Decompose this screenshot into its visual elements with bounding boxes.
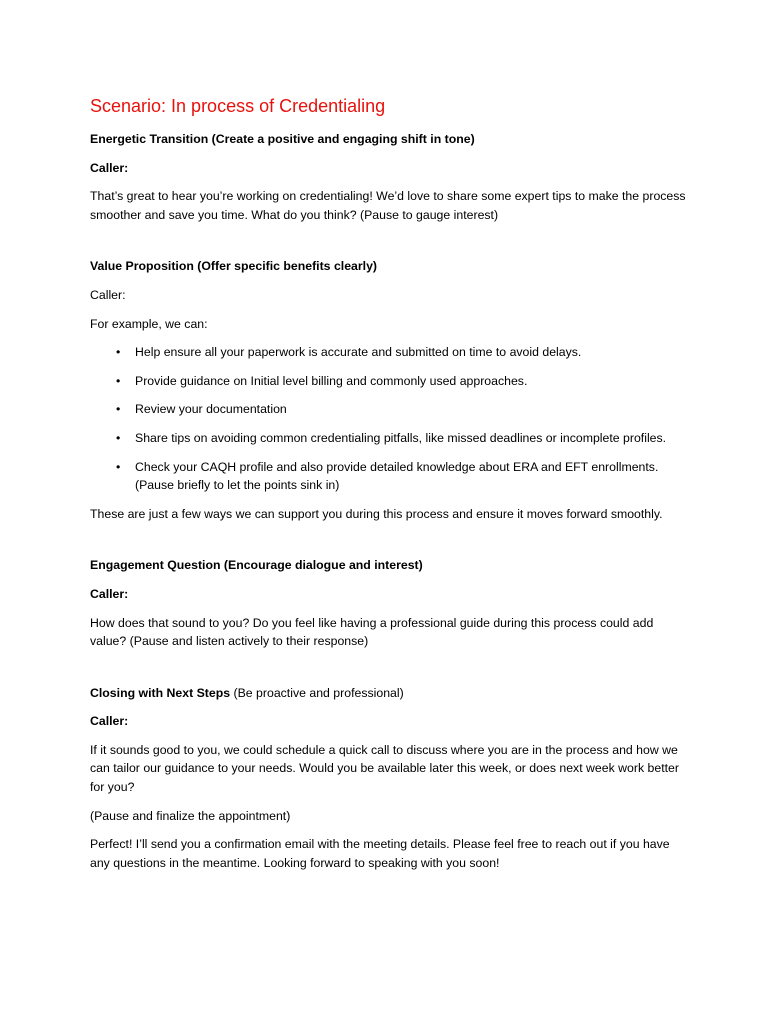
document-page (90, 94, 690, 872)
transition-caller-label: Caller: (90, 160, 129, 175)
bullet-icon: • (116, 430, 121, 445)
value-caller-label: Caller: (90, 287, 126, 302)
value-heading: Value Proposition (Offer specific benefits clearly) (90, 259, 378, 274)
bullet-icon: • (116, 402, 121, 417)
transition-heading: Energetic Transition (Create a positive and engaging shift in tone) (90, 132, 475, 146)
value-bullet-list (90, 343, 690, 495)
engagement-body: How does that sound to you? Do you feel like having a professional guide during this process could add value? (Pause and listen actively to their response) (90, 615, 654, 649)
value-outro: These are just a few ways we can support you during this process and ensure it moves forward smoothly. (90, 506, 663, 521)
bullet-icon: • (116, 373, 121, 388)
bullet-icon: • (116, 345, 121, 360)
transition-body: That’s great to hear you’re working on credentialing! We’d love to share some expert tips to make the process smoother and save you time. What do you think? (Pause to gauge interest) (90, 189, 686, 222)
list-item-text: Review your documentation (135, 402, 287, 417)
bullet-icon: • (116, 459, 121, 474)
list-item-text: Check your CAQH profile and also provide detailed knowledge about ERA and EFT enrollments. (Pause briefly to let the points sink in) (135, 459, 659, 493)
closing-body-3: Perfect! I’ll send you a confirmation email with the meeting details. Please feel free to reach out if you have any questions in the meantime. Looking forward to speaking with you soon! (90, 837, 670, 870)
document-title: Scenario: In process of Credentialing (90, 96, 386, 116)
closing-body-2: (Pause and finalize the appointment) (90, 808, 291, 823)
list-item-text: Provide guidance on Initial level billing and commonly used approaches. (135, 373, 528, 388)
engagement-caller-label: Caller: (90, 586, 129, 601)
list-item-text: Help ensure all your paperwork is accurate and submitted on time to avoid delays. (135, 345, 582, 360)
closing-caller-label: Caller: (90, 714, 129, 729)
list-item (90, 458, 690, 495)
list-item (90, 429, 690, 448)
closing-heading-bold: Closing with Next Steps (90, 685, 231, 700)
list-item (90, 343, 690, 362)
closing-heading (90, 684, 690, 703)
closing-heading-rest: (Be proactive and professional) (230, 685, 404, 700)
value-intro: For example, we can: (90, 316, 208, 331)
list-item (90, 400, 690, 419)
engagement-heading: Engagement Question (Encourage dialogue and interest) (90, 558, 423, 573)
closing-body-1: If it sounds good to you, we could schedule a quick call to discuss where you are in the process and how we can tailor our guidance to your needs. Would you be available later this week, or does next week work better for you? (90, 742, 679, 795)
list-item (90, 372, 690, 391)
list-item-text: Share tips on avoiding common credentialing pitfalls, like missed deadlines or incomplete profiles. (135, 430, 667, 445)
